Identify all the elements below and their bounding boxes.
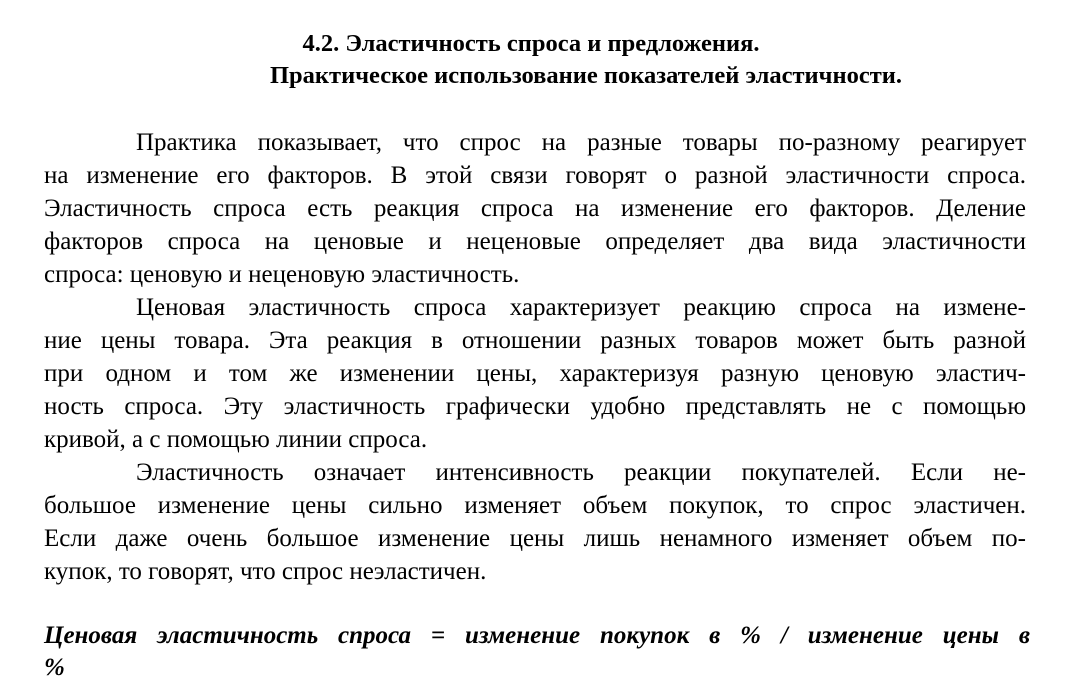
paragraph-1-line-3: Эластичность спроса есть реакция спроса на изменение его факторов. Деление [44,195,1026,222]
section-title: 4.2. Эластичность спроса и предложения. [302,30,760,57]
paragraph-2-line-4: ность спроса. Эту эластичность графически удобно представлять не с помощью [44,393,1026,420]
elasticity-formula-line-2: % [44,654,65,681]
paragraph-1-line-5: спроса: ценовую и неценовую эластичность. [44,261,520,288]
paragraph-3-line-4: купок, то говорят, что спрос неэластичен. [44,558,487,585]
paragraph-3-line-1: Эластичность означает интенсивность реакции покупателей. Если не- [136,459,1026,486]
paragraph-2-line-1: Ценовая эластичность спроса характеризует реакцию спроса на измене- [136,294,1026,321]
paragraph-1-line-4: факторов спроса на ценовые и неценовые определяет два вида эластичности [44,228,1026,255]
paragraph-2-line-2: ние цены товара. Эта реакция в отношении разных товаров может быть разной [44,327,1026,354]
elasticity-formula-line-1: Ценовая эластичность спроса = изменение покупок в % / изменение цены в [44,622,1030,649]
paragraph-1-line-1: Практика показывает, что спрос на разные товары по-разному реагирует [136,129,1026,156]
paragraph-3-line-3: Если даже очень большое изменение цены лишь ненамного изменяет объем по- [44,525,1026,552]
paragraph-3-line-2: большое изменение цены сильно изменяет объем покупок, то спрос эластичен. [44,492,1026,519]
section-subtitle: Практическое использование показателей эластичности. [270,62,902,89]
paragraph-2-line-3: при одном и том же изменении цены, характеризуя разную ценовую эластич- [44,360,1026,387]
paragraph-2-line-5: кривой, а с помощью линии спроса. [44,426,428,453]
paragraph-1-line-2: на изменение его факторов. В этой связи говорят о разной эластичности спроса. [44,162,1026,189]
